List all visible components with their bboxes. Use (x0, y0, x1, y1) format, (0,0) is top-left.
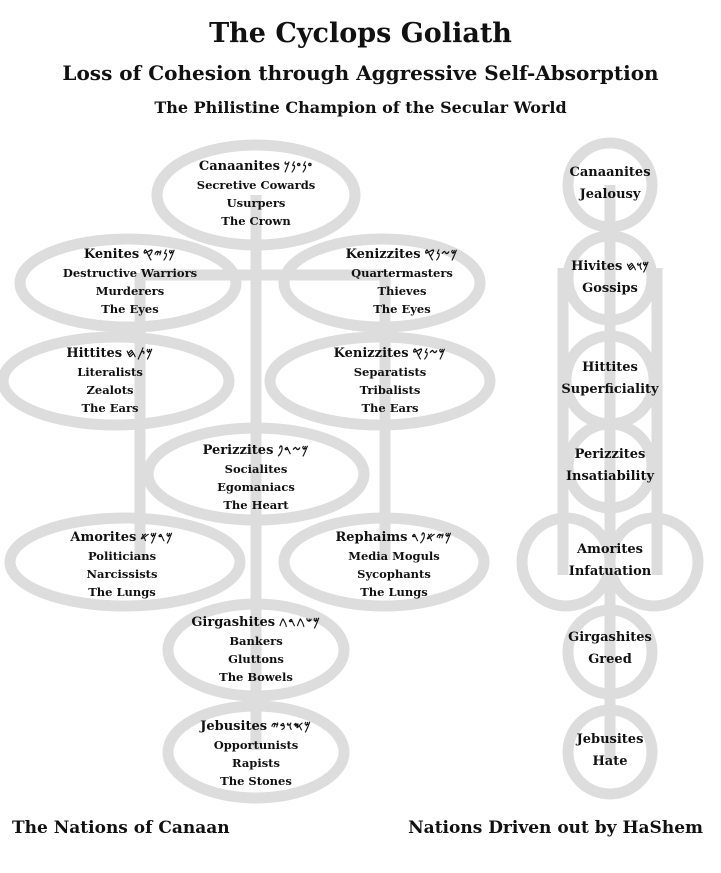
paleo-hebrew-glyph: 𐤌𐤔𐤂𐤓𐤂 (279, 615, 321, 629)
rnode-trait: Greed (588, 652, 632, 667)
node-line: Media Moguls (348, 549, 440, 563)
node-name: Kenites (83, 247, 140, 262)
node-line: Separatists (353, 365, 427, 379)
rnode-trait: Jealousy (579, 187, 641, 202)
node-name: Canaanites (198, 159, 280, 174)
node-perizzites (156, 441, 356, 514)
node-jebusites (156, 717, 356, 790)
node-line: The Ears (81, 401, 139, 415)
node-line: Sycophants (357, 567, 431, 581)
paleo-hebrew-glyph: 𐤌𐤅𐤇 (626, 259, 649, 273)
rnode-name: Hivites (571, 259, 623, 274)
rnode-amorites (550, 539, 670, 583)
node-line: The Stones (220, 774, 292, 788)
node-name: Jebusites (200, 719, 268, 734)
rnode-hittites (550, 357, 670, 401)
rnode-trait: Insatiability (565, 469, 655, 484)
node-line: Egomaniacs (217, 480, 295, 494)
node-line: Zealots (86, 383, 134, 397)
rnode-trait: Gossips (582, 281, 638, 296)
rnode-jebusites (550, 729, 670, 773)
node-line: Rapists (232, 756, 280, 770)
paleo-hebrew-glyph: 𐤌𐤓𐤌𐤀 (140, 530, 174, 544)
rnode-perizzites (550, 444, 670, 488)
node-line: Secretive Cowards (196, 178, 316, 192)
node-line: Narcissists (86, 567, 158, 581)
node-line: Bankers (229, 634, 283, 648)
paleo-hebrew-glyph: 𐤌𐤉𐤀𐤐𐤓 (411, 530, 453, 544)
node-girgashites (156, 613, 356, 686)
node-name: Kenizzites (333, 346, 409, 361)
node-line: The Crown (221, 214, 291, 228)
paleo-hebrew-glyph: 𐤌𐤆𐤍𐤒 (412, 346, 447, 360)
node-line: The Eyes (373, 302, 431, 316)
node-line: The Bowels (219, 670, 293, 684)
rnode-name: Girgashites (568, 630, 652, 645)
node-line: Literalists (77, 365, 143, 379)
node-name: Kenizzites (345, 247, 421, 262)
rnode-name: Jebusites (576, 732, 644, 747)
main-title: The Cyclops Goliath (209, 18, 512, 49)
subtitle: Loss of Cohesion through Aggressive Self-Absorption (62, 61, 659, 85)
rnode-trait: Superficiality (561, 382, 659, 397)
node-line: Thieves (377, 284, 427, 298)
node-line: The Eyes (101, 302, 159, 316)
node-name: Perizzites (202, 443, 274, 458)
node-name: Girgashites (191, 615, 276, 630)
subtitle-2: The Philistine Champion of the Secular World (154, 98, 567, 117)
rnode-trait: Infatuation (568, 564, 652, 579)
node-line: Socialites (224, 462, 288, 476)
rnode-canaanites (550, 162, 670, 206)
paleo-hebrew-glyph: 𐤌𐤆𐤓𐤐 (277, 443, 310, 457)
node-line: Gluttons (228, 652, 284, 666)
node-rephaims (294, 528, 494, 601)
node-line: Usurpers (226, 196, 286, 210)
rnode-name: Amorites (577, 542, 643, 557)
node-line: The Heart (223, 498, 289, 512)
node-canaanites (156, 157, 356, 230)
node-name: Hittites (66, 346, 123, 361)
node-line: The Lungs (360, 585, 428, 599)
node-line: Quartermasters (351, 266, 453, 280)
node-name: Amorites (70, 530, 137, 545)
paleo-hebrew-glyph: 𐤌𐤎𐤅𐤁𐤉 (271, 719, 312, 733)
node-name: Rephaims (335, 530, 408, 545)
footer-right-caption: Nations Driven out by HaShem (408, 818, 703, 838)
paleo-hebrew-glyph: 𐤌𐤍𐤉𐤒 (143, 247, 177, 261)
rnode-girgashites (550, 627, 670, 671)
node-hittites (10, 344, 210, 417)
rnode-name: Hittites (582, 360, 638, 375)
node-line: Politicians (87, 549, 157, 563)
rnode-hivites (550, 255, 670, 300)
rnode-name: Perizzites (574, 447, 646, 462)
node-line: Opportunists (213, 738, 299, 752)
node-kenizzites-1 (302, 245, 502, 318)
node-kenites (30, 245, 230, 318)
rnode-name: Canaanites (569, 165, 651, 180)
paleo-hebrew-glyph: 𐤌𐤕𐤇 (126, 346, 154, 360)
node-kenizzites-2 (290, 344, 490, 417)
node-line: The Ears (361, 401, 419, 415)
rnode-trait: Hate (592, 754, 628, 769)
node-line: Destructive Warriors (62, 266, 198, 280)
paleo-hebrew-glyph: 𐤏𐤍𐤏𐤍𐤊 (283, 159, 314, 173)
footer-left-caption: The Nations of Canaan (12, 818, 230, 838)
node-line: Murderers (95, 284, 165, 298)
node-amorites (22, 528, 222, 601)
node-line: Tribalists (359, 383, 421, 397)
node-line: The Lungs (88, 585, 156, 599)
paleo-hebrew-glyph: 𐤌𐤆𐤍𐤒 (424, 247, 459, 261)
